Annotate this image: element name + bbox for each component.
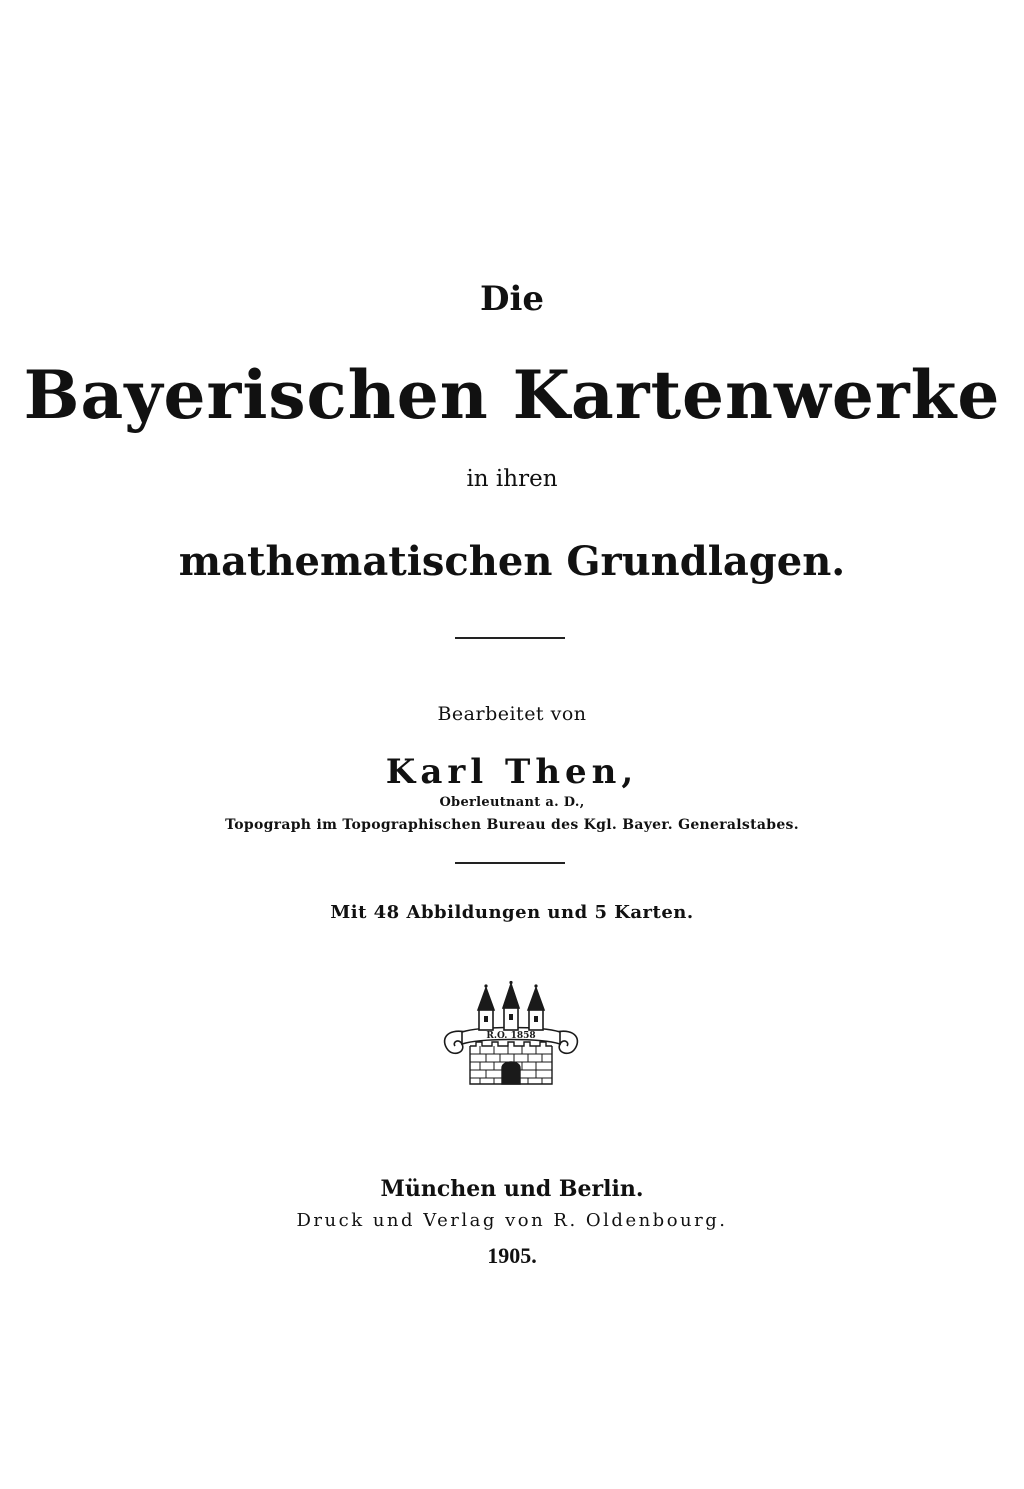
divider-rule — [455, 862, 565, 864]
illustrations-note: Mit 48 Abbildungen und 5 Karten. — [330, 902, 694, 923]
edited-by-label: Bearbeitet von — [437, 703, 587, 725]
publisher-line: Druck und Verlag von R. Oldenbourg. — [296, 1210, 728, 1231]
divider-rule — [455, 637, 565, 639]
publication-year: 1905. — [487, 1243, 537, 1268]
author-name: Karl Then, — [385, 752, 639, 792]
main-title: Bayerischen Kartenwerke — [23, 356, 1001, 434]
subtitle: mathematischen Grundlagen. — [178, 538, 846, 585]
author-position: Topograph im Topographischen Bureau des Kgl. Bayer. Generalstabes. — [225, 817, 799, 833]
mark-banner-text: R.O. 1858 — [486, 1031, 536, 1041]
title-article: Die — [479, 279, 545, 319]
author-rank: Oberleutnant a. D., — [439, 795, 585, 810]
castle-printers-mark-icon — [436, 980, 586, 1090]
publication-place: München und Berlin. — [380, 1176, 644, 1202]
title-connector: in ihren — [466, 466, 558, 492]
